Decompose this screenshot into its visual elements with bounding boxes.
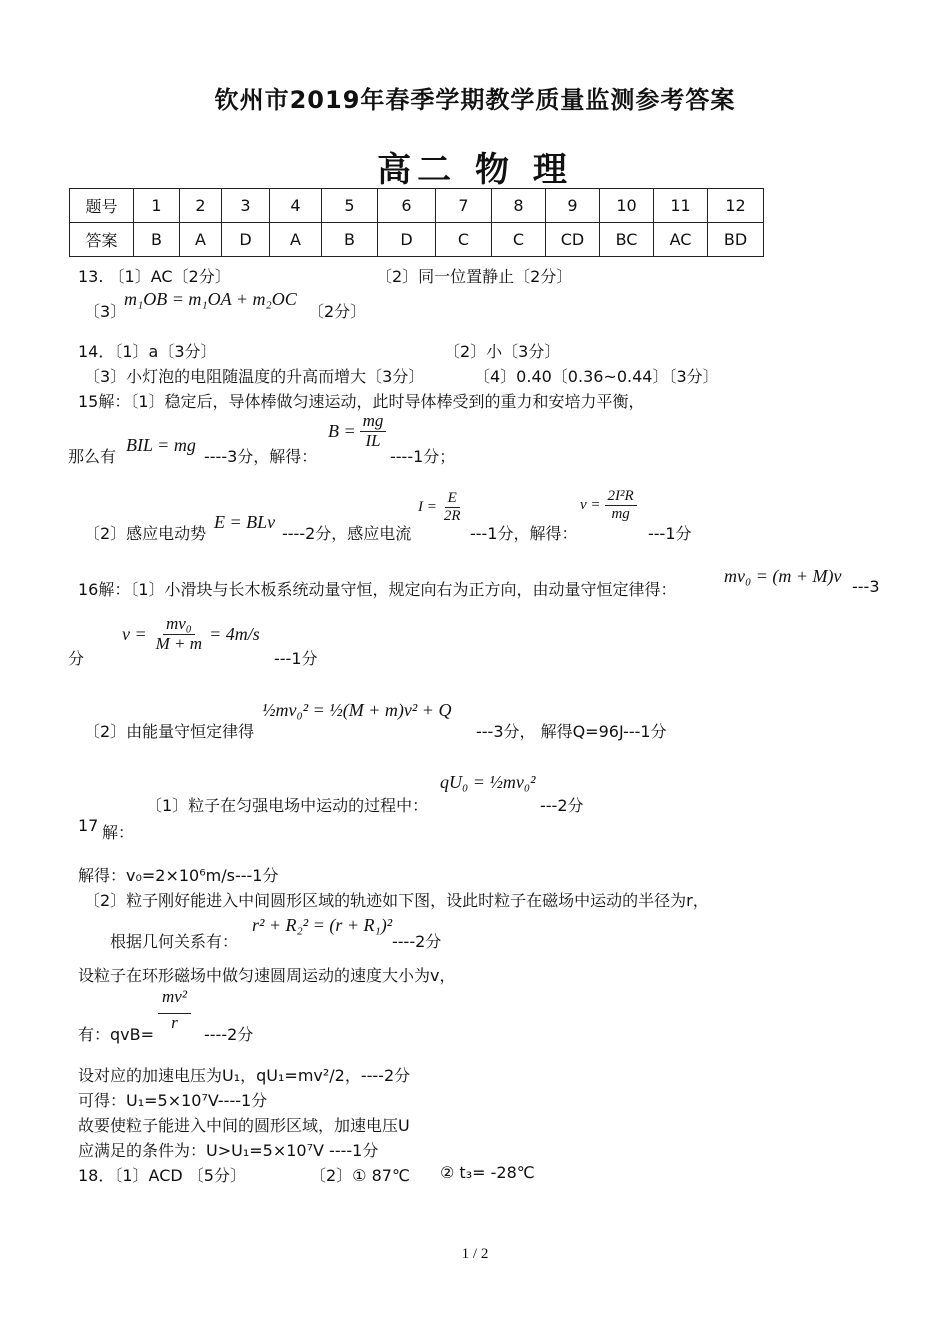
q13-formula: m₁OB = m₁OA + m₂OC (124, 289, 297, 309)
question-number-cell: 5 (322, 189, 378, 223)
question-number-cell: 9 (546, 189, 600, 223)
question-number-cell: 11 (654, 189, 708, 223)
fraction-denominator: r (171, 1012, 178, 1032)
table-header-cell: 题号 (70, 189, 134, 223)
q16-intro: 16解：〔1〕小滑块与长木板系统动量守恒，规定向右为正方向，由动量守恒定律得： (78, 580, 677, 599)
q16-eq-momentum: mv₀ = (m + M)v (724, 566, 842, 586)
answer-cell: D (222, 223, 270, 257)
q16-score1a: ---3 (852, 577, 880, 596)
q15-eq-b-frac (360, 412, 387, 450)
q18-part1: 18．〔1〕ACD 〔5分〕 (78, 1166, 246, 1185)
q15-score4: ---1分，解得： (470, 524, 578, 543)
answer-cell: BC (600, 223, 654, 257)
q16-eq-v-rhs: = 4m/s (209, 623, 260, 644)
q16-score1b: 分 (68, 649, 85, 668)
answer-cell: BD (708, 223, 764, 257)
q15-eq-b-lhs: B = (328, 420, 356, 441)
subject-title: 高二 物 理 (377, 150, 573, 190)
q15-eq-e: E = BLv (214, 512, 276, 532)
q15-eq-v-lhs: v = (580, 496, 601, 513)
q15-eq-v (580, 488, 637, 522)
answer-table (69, 188, 764, 257)
question-number-cell: 2 (180, 189, 222, 223)
fraction-numerator: mv₀ (163, 615, 195, 635)
q13-part2: 〔2〕同一位置静止〔2分〕 (376, 267, 573, 286)
q17-score3: ----2分 (204, 1025, 254, 1044)
answer-cell: B (134, 223, 180, 257)
fraction-denominator: IL (365, 430, 381, 450)
q17-geo-prefix: 根据几何关系有： (110, 932, 239, 951)
q15-eq-i (418, 490, 464, 524)
answer-cell: C (436, 223, 492, 257)
q14-part2: 〔2〕小〔3分〕 (444, 342, 561, 361)
fraction-numerator: 2I²R (605, 488, 637, 506)
q16-eq-v-frac (153, 615, 205, 653)
q14-part1: 14．〔1〕a〔3分〕 (78, 342, 217, 361)
q17-eq-force-frac (158, 988, 191, 1032)
q16-score3: ---3分， 解得Q=96J---1分 (476, 722, 667, 741)
question-number-cell: 3 (222, 189, 270, 223)
fraction-denominator: mg (611, 505, 630, 522)
question-number-cell: 1 (134, 189, 180, 223)
answer-cell: D (378, 223, 436, 257)
fraction-numerator: mv² (158, 988, 191, 1014)
q17-u1-result: 可得：U₁=5×10⁷V----1分 (78, 1091, 268, 1110)
answer-cell: AC (654, 223, 708, 257)
fraction-numerator: E (445, 490, 460, 508)
q17-speed-line: 设粒子在环形磁场中做匀速圆周运动的速度大小为v， (78, 966, 456, 985)
q15-eq-v-frac (605, 488, 637, 522)
q15-part2-prefix: 〔2〕感应电动势 (84, 524, 207, 543)
q17-result1: 解得：v₀=2×10⁶m/s---1分 (78, 866, 279, 885)
q17-part2: 〔2〕粒子刚好能进入中间圆形区域的轨迹如下图，设此时粒子在磁场中运动的半径为r， (84, 891, 709, 910)
q15-score1: ----3分，解得： (204, 447, 318, 466)
q15-prefix: 那么有 (68, 447, 117, 466)
q15-intro: 15解：〔1〕稳定后，导体棒做匀速运动，此时导体棒受到的重力和安培力平衡， (78, 392, 645, 411)
q17-eq-geometry: r² + R₂² = (r + R₁)² (252, 915, 393, 935)
answer-table-number-row (70, 189, 764, 223)
q13-part3-label: 〔3〕 (84, 302, 127, 321)
q17-score1: ---2分 (540, 796, 584, 815)
q17-condition-line2: 应满足的条件为：U>U₁=5×10⁷V ----1分 (78, 1141, 379, 1160)
fraction-denominator: 2R (443, 507, 461, 524)
question-number-cell: 10 (600, 189, 654, 223)
q17-eq-energy: qU₀ = ½mv₀² (440, 772, 536, 792)
q15-eq-i-frac (441, 490, 464, 524)
q17-score2: ----2分 (392, 932, 442, 951)
document-title: 钦州市2019年春季学期教学质量监测参考答案 (214, 86, 736, 114)
answer-cell: C (492, 223, 546, 257)
q17-eq3-prefix: 有：qvB= (78, 1025, 155, 1044)
q13-part3-score: 〔2分〕 (308, 302, 367, 321)
q17-part1-prefix: 〔1〕粒子在匀强电场中运动的过程中： (146, 796, 429, 815)
q18-part3: ② t₃= -28℃ (440, 1163, 535, 1182)
q15-score3: ----2分，感应电流 (282, 524, 412, 543)
q18-part2: 〔2〕① 87℃ (310, 1166, 410, 1185)
q16-eq-v-lhs: v = (122, 623, 147, 644)
answer-table-answer-row (70, 223, 764, 257)
q17-u1-line: 设对应的加速电压为U₁，qU₁=mv²/2，----2分 (78, 1066, 411, 1085)
question-number-cell: 4 (270, 189, 322, 223)
q14-part4: 〔4〕0.40〔0.36~0.44〕〔3分〕 (474, 367, 719, 386)
q17-eq-force (158, 988, 191, 1032)
question-number-cell: 6 (378, 189, 436, 223)
question-number-cell: 7 (436, 189, 492, 223)
q15-eq-bil: BIL = mg (126, 435, 196, 455)
answer-cell: A (270, 223, 322, 257)
q14-part3: 〔3〕小灯泡的电阻随温度的升高而增大〔3分〕 (84, 367, 425, 386)
q16-eq-v (122, 615, 260, 653)
q15-eq-b (328, 412, 386, 450)
answer-cell: A (180, 223, 222, 257)
page-number: 1 / 2 (461, 1246, 489, 1262)
fraction-numerator: mg (360, 412, 387, 432)
q16-eq-energy: ½mv₀² = ½(M + m)v² + Q (262, 700, 452, 720)
q13-part1: 13. 〔1〕AC〔2分〕 (78, 267, 231, 286)
question-number-cell: 12 (708, 189, 764, 223)
answer-cell: B (322, 223, 378, 257)
question-number-cell: 8 (492, 189, 546, 223)
q16-part2-prefix: 〔2〕由能量守恒定律得 (84, 722, 255, 741)
q17-label: 17 (78, 816, 99, 835)
q15-score2: ----1分； (390, 447, 456, 466)
table-header-cell: 答案 (70, 223, 134, 257)
fraction-denominator: M + m (155, 633, 203, 653)
q15-score5: ---1分 (648, 524, 692, 543)
q17-label-suffix: 解： (102, 823, 135, 842)
q15-eq-i-lhs: I = (418, 498, 437, 515)
q16-score2: ---1分 (274, 649, 318, 668)
q17-condition-line1: 故要使粒子能进入中间的圆形区域，加速电压U (78, 1116, 410, 1135)
answer-cell: CD (546, 223, 600, 257)
